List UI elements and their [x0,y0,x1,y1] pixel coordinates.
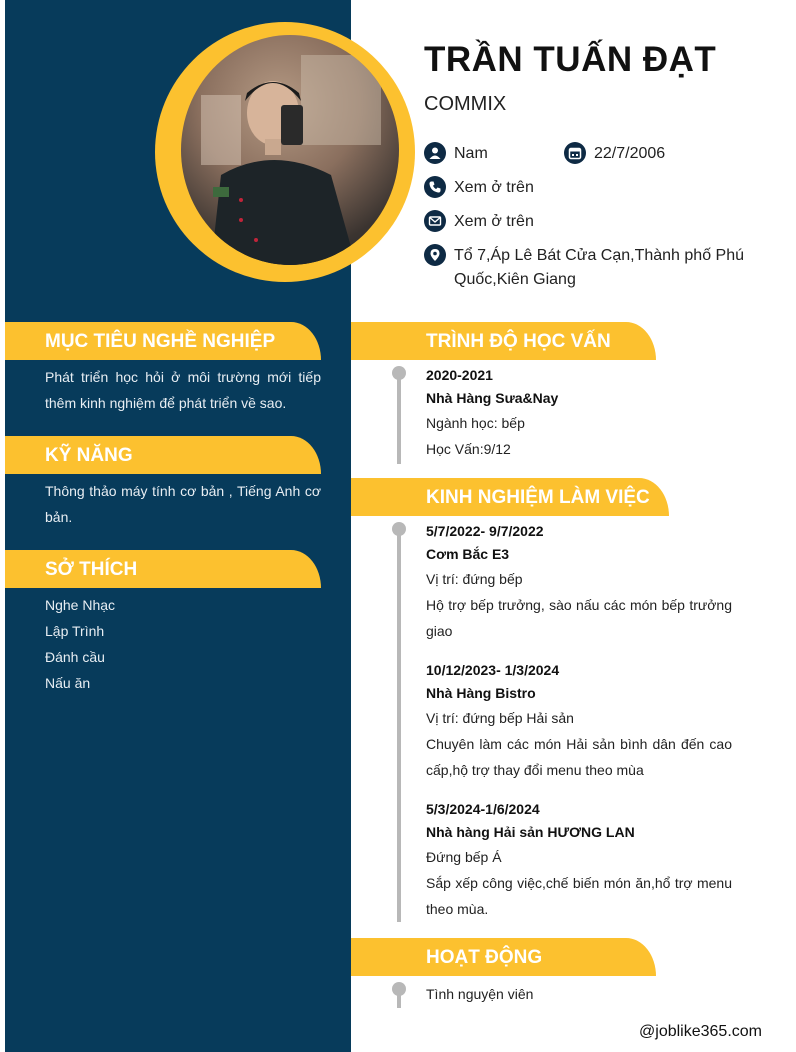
skills-heading: KỸ NĂNG [5,436,321,474]
objective-heading: MỤC TIÊU NGHỀ NGHIỆP [5,322,321,360]
candidate-name: TRẦN TUẤN ĐẠT [424,40,717,79]
hobby-item: Lập Trình [45,623,105,639]
experience-entry [426,659,732,783]
education-heading: TRÌNH ĐỘ HỌC VẤN [351,322,656,360]
activity-item: Tình nguyện viên [426,986,534,1002]
experience-heading: KINH NGHIỆM LÀM VIỆC [351,478,669,516]
address-row [424,244,744,292]
mail-icon [424,210,446,232]
email-row [424,210,534,234]
hobby-item: Nghe Nhạc [45,597,116,613]
entry-date: 5/7/2022- 9/7/2022 [426,523,544,539]
experience-timeline-dot [392,522,406,536]
hobbies-heading: SỞ THÍCH [5,550,321,588]
experience-entry [426,798,732,922]
user-icon [424,142,446,164]
hobby-item: Nấu ăn [45,675,91,691]
birthday-row [564,142,665,166]
entry-detail: Vị trí: đứng bếp [426,571,523,587]
phone-value: Xem ở trên [454,179,534,196]
objective-text: Phát triển học hỏi ở môi trường mới tiếp thêm kinh nghiệm để phát triển về sao. [45,369,321,411]
experience-entry [426,520,732,644]
birthday-value: 22/7/2006 [594,145,666,162]
profile-photo [181,35,399,265]
footer-watermark: @joblike365.com [639,1023,762,1040]
entry-detail: Ngành học: bếp [426,415,525,431]
entry-detail: Hộ trợ bếp trưởng, sào nấu các món bếp trưởng giao [426,597,732,639]
skills-text: Thông thảo máy tính cơ bản , Tiếng Anh cơ bản. [45,483,321,525]
job-title: COMMIX [424,93,507,115]
entry-date: 10/12/2023- 1/3/2024 [426,662,560,678]
phone-row [424,176,534,200]
gender-row [424,142,488,166]
activities-timeline-dot [392,982,406,996]
location-pin-icon [424,244,446,266]
entry-detail: Sắp xếp công việc,chế biến món ăn,hổ trợ menu theo mùa. [426,875,732,917]
gender-value: Nam [454,145,488,162]
entry-date: 5/3/2024-1/6/2024 [426,801,540,817]
entry-detail: Chuyên làm các món Hải sản bình dân đến cao cấp,hộ trợ thay đổi menu theo mùa [426,736,732,778]
entry-date: 2020-2021 [426,367,493,383]
entry-detail: Học Vấn:9/12 [426,441,511,457]
education-timeline-dot [392,366,406,380]
entry-organization: Nhà Hàng Bistro [426,685,536,701]
experience-timeline-line [397,528,401,922]
entry-detail: Vị trí: đứng bếp Hải sản [426,710,574,726]
hobbies-list [45,592,115,696]
entry-organization: Cơm Bắc E3 [426,546,510,562]
entry-organization: Nhà hàng Hải sản HƯƠNG LAN [426,824,635,840]
activity-entry [426,981,732,1007]
phone-icon [424,176,446,198]
address-value: Tổ 7,Áp Lê Bát Cửa Cạn,Thành phố Phú Quốc,Kiên Giang [454,247,745,288]
education-timeline-line [397,372,401,464]
entry-organization: Nhà Hàng Sưa&Nay [426,390,559,406]
hobby-item: Đánh cầu [45,649,105,665]
activities-heading: HOẠT ĐỘNG [351,938,656,976]
email-value: Xem ở trên [454,213,534,230]
calendar-icon [564,142,586,164]
entry-detail: Đứng bếp Á [426,849,502,865]
education-entry [426,364,732,462]
